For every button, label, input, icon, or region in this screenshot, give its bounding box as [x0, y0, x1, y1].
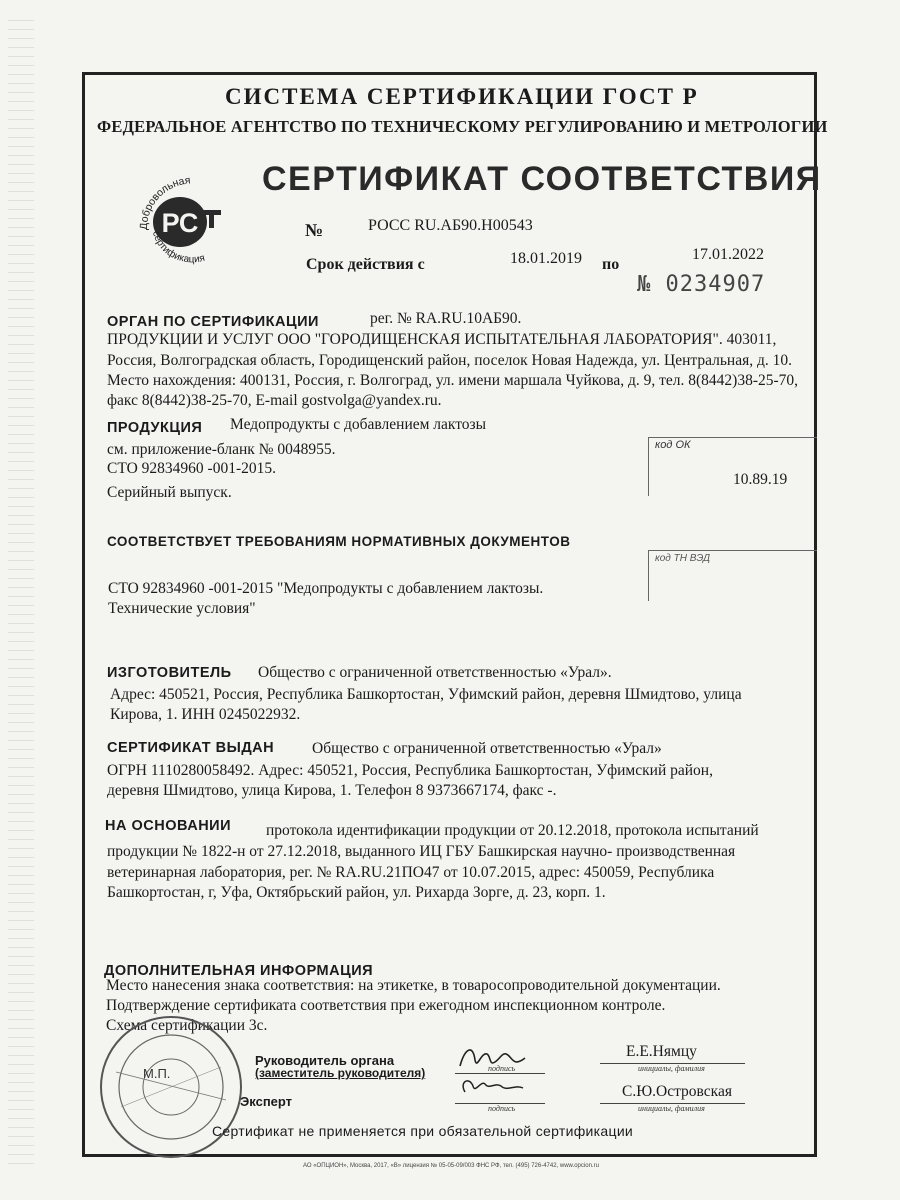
- basis-line-4: Башкортостан, г, Уфа, Октябрьский район, ул. Рихарда Зорге, д. 23, корп. 1.: [107, 884, 606, 901]
- extra-line-3: Схема сертификации 3с.: [106, 1017, 268, 1034]
- basis-line-3: ветеринарная лаборатория, рег. № RA.RU.21ПО47 от 10.07.2015, адрес: 450059, Республика: [107, 864, 715, 881]
- extra-line-2: Подтверждение сертификата соответствия при ежегодном инспекционном контроле.: [106, 997, 666, 1014]
- expert-sig-caption: подпись: [488, 1104, 516, 1113]
- organ-line-4: факс 8(8442)38-25-70, E-mail gostvolga@yandex.ru.: [107, 392, 442, 409]
- blank-number: № 0234907: [637, 272, 766, 297]
- logo-bottom-text: сертификация: [149, 229, 207, 266]
- agency-title: ФЕДЕРАЛЬНОЕ АГЕНТСТВО ПО ТЕХНИЧЕСКОМУ РЕГУЛИРОВАНИЮ И МЕТРОЛОГИИ: [97, 117, 828, 136]
- head-label: Руководитель органа: [255, 1053, 395, 1068]
- conform-line-2: Технические условия": [108, 600, 256, 617]
- basis-line-1: протокола идентификации продукции от 20.12.2018, протокола испытаний: [266, 822, 759, 839]
- okp-label: код ОК: [655, 439, 691, 451]
- date-to: 17.01.2022: [692, 246, 764, 263]
- certificate-number: РОСС RU.АБ90.Н00543: [368, 217, 533, 234]
- product-line-2: см. приложение-бланк № 0048955.: [107, 441, 336, 458]
- issued-line-2: ОГРН 1110280058492. Адрес: 450521, Россия, Республика Башкортостан, Уфимский район,: [107, 762, 713, 779]
- mp-mark: М.П.: [143, 1066, 171, 1081]
- basis-line-2: продукции № 1822-н от 27.12.2018, выданного ИЦ ГБУ Башкирская научно- производственная: [107, 843, 736, 860]
- organ-line-2: Россия, Волгоградская область, Городищенский район, поселок Новая Надежда, ул. Центральная, д. 10.: [107, 352, 792, 369]
- extra-line-1: Место нанесения знака соответствия: на этикетке, в товаросопроводительной документации.: [106, 977, 721, 994]
- scan-edge-noise: [8, 20, 34, 1170]
- number-sign: №: [305, 220, 324, 240]
- okp-value: 10.89.19: [733, 471, 788, 488]
- validity-label: Срок действия с: [306, 256, 425, 273]
- product-line-3: СТО 92834960 -001-2015.: [107, 460, 276, 477]
- expert-signature-icon: [455, 1072, 535, 1102]
- system-title: СИСТЕМА СЕРТИФИКАЦИИ ГОСТ Р: [225, 84, 699, 109]
- date-from: 18.01.2019: [510, 250, 582, 267]
- expert-label: Эксперт: [240, 1094, 293, 1109]
- printer-imprint: АО «ОПЦИОН», Москва, 2017, «В» лицензия № 05-05-09/003 ФНС РФ, тел. (495) 726-4742, www.opcion.ru: [303, 1163, 599, 1169]
- conform-line-1: СТО 92834960 -001-2015 "Медопродукты с добавлением лактозы.: [108, 580, 544, 597]
- conform-label: СООТВЕТСТВУЕТ ТРЕБОВАНИЯМ НОРМАТИВНЫХ ДОКУМЕНТОВ: [107, 534, 571, 549]
- basis-label: НА ОСНОВАНИИ: [105, 818, 232, 834]
- issued-line-3: деревня Шмидтово, улица Кирова, 1. Телефон 8 9373667174, факс -.: [107, 782, 557, 799]
- logo-top-text: Добровольная: [137, 174, 191, 231]
- footer-note: Сертификат не применяется при обязательной сертификации: [212, 1123, 634, 1139]
- seal-stamp-icon: [96, 1012, 246, 1162]
- gost-r-logo-icon: [135, 170, 245, 270]
- logo-mark: РС: [161, 208, 199, 238]
- expert-name: С.Ю.Островская: [622, 1083, 732, 1100]
- document-title: СЕРТИФИКАТ СООТВЕТСТВИЯ: [262, 160, 822, 198]
- head-name-caption: инициалы, фамилия: [638, 1064, 705, 1073]
- expert-name-caption: инициалы, фамилия: [638, 1104, 705, 1113]
- head-deputy: (заместитель руководителя): [255, 1066, 426, 1080]
- organ-label: ОРГАН ПО СЕРТИФИКАЦИИ: [107, 314, 319, 330]
- product-name: Медопродукты с добавлением лактозы: [230, 416, 487, 433]
- tnved-label: код ТН ВЭД: [655, 553, 711, 564]
- issued-name: Общество с ограниченной ответственностью «Урал»: [312, 740, 662, 757]
- to-label: по: [602, 256, 620, 273]
- maker-name: Общество с ограниченной ответственностью «Урал».: [258, 664, 612, 681]
- maker-label: ИЗГОТОВИТЕЛЬ: [107, 665, 232, 681]
- organ-reg: рег. № RA.RU.10АБ90.: [370, 310, 522, 327]
- head-name: Е.Е.Нямцу: [626, 1043, 697, 1060]
- head-sig-caption: подпись: [488, 1064, 516, 1073]
- maker-line-2: Адрес: 450521, Россия, Республика Башкортостан, Уфимский район, деревня Шмидтово, улица: [110, 686, 742, 703]
- organ-line-3: Место нахождения: 400131, Россия, г. Волгоград, ул. имени маршала Чуйкова, д. 9, тел. 8(8442)38-25-70,: [107, 372, 799, 389]
- extra-label: ДОПОЛНИТЕЛЬНАЯ ИНФОРМАЦИЯ: [104, 963, 374, 979]
- product-line-4: Серийный выпуск.: [107, 484, 232, 501]
- maker-line-3: Кирова, 1. ИНН 0245022932.: [110, 706, 301, 723]
- organ-line-1: ПРОДУКЦИИ И УСЛУГ ООО "ГОРОДИЩЕНСКАЯ ИСПЫТАТЕЛЬНАЯ ЛАБОРАТОРИЯ". 403011,: [107, 331, 777, 348]
- product-label: ПРОДУКЦИЯ: [107, 420, 203, 436]
- issued-label: СЕРТИФИКАТ ВЫДАН: [107, 740, 275, 756]
